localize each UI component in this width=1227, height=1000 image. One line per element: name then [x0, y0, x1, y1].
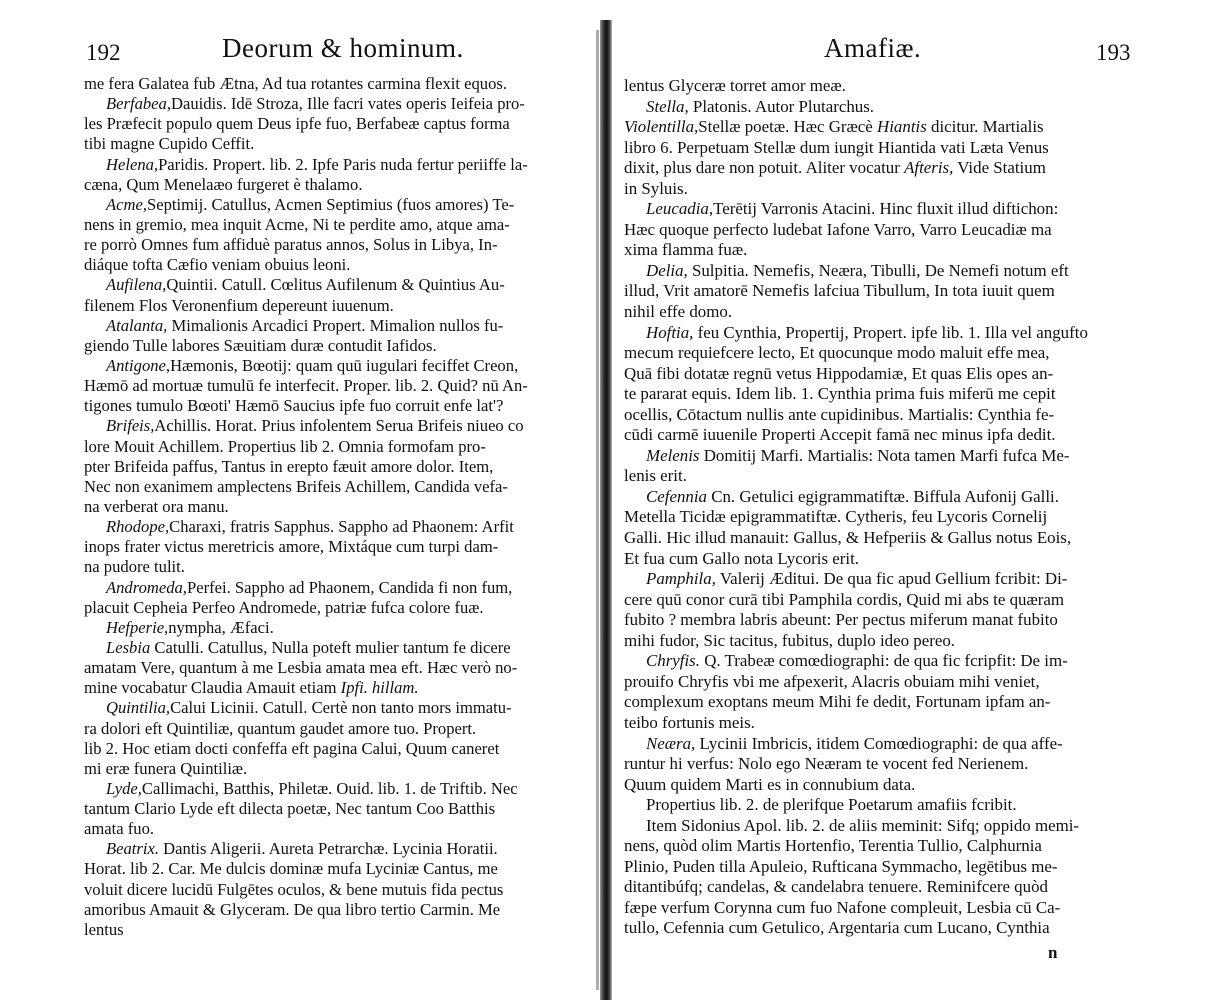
line-text: amata fuo.: [84, 819, 155, 839]
line-text: Catulli. Catullus, Nulla poteft mulier tantum fe dicere: [150, 637, 511, 657]
name-term: Hoftia,: [646, 322, 694, 342]
line-text: Lycinii Imbricis, itidem Comœdiographi: de qua affe-: [695, 733, 1063, 753]
text-line: [624, 816, 1164, 837]
text-line: [624, 754, 1164, 775]
text-line: [624, 199, 1164, 220]
text-line: [624, 734, 1164, 755]
line-text: Valerij Æditui. De qua fic apud Gellium fcribit: Di-: [715, 569, 1068, 589]
name-term: Pamphila,: [646, 569, 716, 589]
text-line: [84, 618, 596, 638]
text-line: [84, 739, 596, 759]
name-term: Rhodope,: [106, 517, 170, 537]
left-page: [0, 0, 602, 1000]
name-term: Chryfis.: [646, 651, 700, 671]
text-line: [84, 497, 596, 517]
text-line: [624, 261, 1164, 282]
line-text: Propertius lib. 2. de plerifque Poetarum amafiis fcribit.: [646, 795, 1017, 815]
line-text: tantum Clario Lyde eft dilecta poetæ, Nec tantum Coo Batthis: [84, 799, 496, 819]
signature-mark: n: [1048, 943, 1058, 962]
line-text: me fera Galatea fub Ætna, Ad tua rotantes carmina flexit equos.: [84, 74, 507, 93]
text-line: [624, 405, 1164, 426]
text-line: [84, 698, 596, 718]
line-text: Charaxi, fratris Sapphus. Sappho ad Phaonem: Arfit: [169, 517, 514, 537]
name-term: Delia,: [646, 260, 688, 280]
text-line: [624, 76, 1164, 97]
text-line: [624, 569, 1164, 590]
text-line: [624, 220, 1164, 241]
text-line: [624, 487, 1164, 508]
text-line: [84, 296, 596, 316]
name-term: Violentilla,: [624, 117, 699, 137]
line-text: ra dolori eft Quintiliæ, quantum gaudet amore tuo. Propert.: [84, 718, 477, 738]
running-head: Deorum & hominum.: [222, 33, 464, 63]
line-text: Item Sidonius Apol. lib. 2. de aliis meminit: Sifq; oppido memi-: [646, 815, 1080, 835]
line-text: lenis erit.: [624, 466, 687, 486]
name-term: Ipfi. hillam.: [340, 678, 419, 698]
line-text: Hæmonis, Bœotij: quam quū iugulari feciffet Creon,: [170, 355, 519, 375]
text-line: [624, 549, 1164, 570]
line-text: lore Mouit Achillem. Propertius lib 2. Omnia formofam pro-: [84, 436, 486, 456]
name-term: Hefperie,: [106, 617, 169, 637]
text-line: [84, 155, 596, 175]
running-head: Amafiæ.: [824, 33, 922, 63]
line-text: cere quū conor curā tibi Pamphila cordis, Quid mi abs te quæram: [624, 589, 1064, 609]
text-line: [84, 134, 596, 154]
line-text: lib 2. Hoc etiam docti confeffa eft pagina Calui, Quum caneret: [84, 738, 500, 758]
line-text: Vide Statium: [953, 158, 1046, 178]
line-text: Mimalionis Arcadici Propert. Mimalion nullos fu-: [167, 315, 504, 335]
name-term: Atalanta,: [106, 315, 168, 335]
line-text: cæna, Qum Menelaæo furgeret è thalamo.: [84, 174, 363, 194]
text-line: [84, 799, 596, 819]
line-text: te pararat equis. Idem lib. 1. Cynthia prima fuis miferū me cepit: [624, 384, 1056, 404]
name-term: Beatrix.: [106, 839, 159, 859]
line-text: Hæmō ad mortuæ tumulū fe interfecit. Proper. lib. 2. Quid? nū An-: [84, 376, 528, 396]
line-text: giendo Tulle labores Sæuitiam duræ contudit Iafidos.: [84, 335, 437, 355]
line-text: Hæc quoque perfecto ludebat Iafone Varro, Varro Leucadiæ ma: [624, 219, 1052, 239]
line-text: Quum quidem Marti es in connubium data.: [624, 774, 916, 794]
text-line: [624, 240, 1164, 261]
line-text: ocellis, Cōtactum nullis ante cupidinibus. Martialis: Cynthia fe-: [624, 404, 1055, 424]
text-line: [84, 275, 596, 295]
text-line: [624, 466, 1164, 487]
line-text: Galli. Hic illud manauit: Gallus, & Hefperiis & Gallus notus Eois,: [624, 528, 1072, 548]
line-text: Terētij Varronis Atacini. Hinc fluxit illud diftichon:: [713, 199, 1059, 219]
line-text: Quā fibi dotatæ regnū vetus Hippodamiæ, Et quas Elis opes an-: [624, 363, 1054, 383]
text-line: [84, 255, 596, 275]
text-line: [624, 692, 1164, 713]
line-text: Quintii. Catull. Cœlitus Aufilenum & Quintius Au-: [166, 275, 505, 295]
text-line: [84, 437, 596, 457]
page-number: 193: [1096, 40, 1131, 65]
line-text: nens in gremio, mea inquit Acme, Ni te perdite amo, atque ama-: [84, 214, 510, 234]
line-text: Calui Licinii. Catull. Certè non tanto mors immatu-: [170, 698, 512, 718]
line-text: amoribus Amauit & Glyceram. De qua libro tertio Carmin. Me: [84, 899, 501, 919]
line-text: nens, quòd olim Martis Hortenfio, Terentia Tullio, Calphurnia: [624, 836, 1042, 856]
line-text: Perfei. Sappho ad Phaonem, Candida fi non fum,: [186, 577, 513, 597]
text-line: [84, 74, 596, 94]
text-line: [84, 235, 596, 255]
text-line: [624, 713, 1164, 734]
text-line: [84, 94, 596, 114]
line-text: mihi fudor, Sic tacitus, fubitus, duplo ideo pereo.: [624, 630, 955, 650]
line-text: mine vocabatur Claudia Amauit etiam: [84, 678, 341, 698]
name-term: Helena,: [106, 154, 159, 174]
text-line: [84, 819, 596, 839]
text-line: [624, 384, 1164, 405]
line-text: Et fua cum Gallo nota Lycoris erit.: [624, 548, 859, 568]
text-line: [624, 857, 1164, 878]
name-term: Andromeda,: [106, 577, 187, 597]
text-line: [84, 920, 596, 940]
text-block: [84, 74, 596, 940]
line-text: cūdi carmē iuuenile Properti Accepit famā nec minus ipfa dedit.: [624, 425, 1056, 445]
text-line: [624, 528, 1164, 549]
name-term: Cefennia: [646, 486, 707, 506]
line-text: dixit, plus dare non potuit. Aliter vocatur: [624, 158, 905, 178]
gutter-shadow: [596, 30, 599, 990]
text-line: [84, 396, 596, 416]
text-line: [84, 880, 596, 900]
line-text: fæpe verfum Corynna cum fuo Nafone compleuit, Lesbia cū Ca-: [624, 897, 1061, 917]
text-line: [624, 651, 1164, 672]
line-text: nympha, Æfaci.: [168, 617, 274, 637]
line-text: mecum requiefcere lecto, Et quocunque modo maluit effe mea,: [624, 343, 1050, 363]
line-text: feu Cynthia, Propertij, Propert. ipfe lib. 1. Illa vel angufto: [693, 322, 1088, 342]
text-line: [84, 839, 596, 859]
line-text: Dauidis. Idē Stroza, Ille facri vates operis Ieifeia pro-: [170, 94, 525, 114]
name-term: Neæra,: [646, 733, 696, 753]
text-line: [84, 114, 596, 134]
line-text: tigones tumulo Bœoti' Hæmō Saucius ipfe fuo corruit enfe lat'?: [84, 396, 504, 416]
text-line: [624, 97, 1164, 118]
text-line: [84, 557, 596, 577]
text-line: [84, 356, 596, 376]
line-text: fubito ? membra labris abeunt: Per pectus miferum manat fubito: [624, 610, 1058, 630]
line-text: Septimij. Catullus, Acmen Septimius (fuos amores) Te-: [147, 194, 515, 214]
text-line: [84, 779, 596, 799]
line-text: prouifo Chryfis vbi me afpexerit, Alacris obuiam mihi veniet,: [624, 671, 1040, 691]
text-line: [624, 836, 1164, 857]
text-line: [624, 138, 1164, 159]
line-text: libro 6. Perpetuam Stellæ dum iungit Hiantida vati Læta Venus: [624, 137, 1049, 157]
line-text: Stellæ poetæ. Hæc Græcè: [698, 117, 878, 137]
line-text: na verberat ora manu.: [84, 496, 229, 516]
name-term: Lyde,: [106, 778, 142, 798]
line-text: lentus: [84, 919, 124, 939]
text-line: [84, 336, 596, 356]
line-text: re porrò Omnes fum affiduè paratus annos, Solus in Libya, In-: [84, 235, 498, 255]
text-line: [84, 900, 596, 920]
name-term: Brifeis,: [106, 416, 155, 436]
text-line: [624, 507, 1164, 528]
text-line: [624, 425, 1164, 446]
line-text: xima flamma fuæ.: [624, 240, 748, 260]
line-text: runtur hi verfus: Nolo ego Neæram te vocent fed Nerienem.: [624, 754, 1029, 774]
text-line: [624, 631, 1164, 652]
text-block: [624, 76, 1164, 939]
text-line: [624, 179, 1164, 200]
page-number: 192: [86, 40, 121, 65]
text-line: [624, 323, 1164, 344]
line-text: filenem Flos Veronenfium depereunt iuuenum.: [84, 295, 394, 315]
text-line: [84, 477, 596, 497]
line-text: Metella Ticidæ epigrammatiftæ. Cytheris, feu Lycoris Cornelij: [624, 507, 1048, 527]
text-line: [84, 416, 596, 436]
text-line: [624, 775, 1164, 796]
text-line: [84, 215, 596, 235]
name-term: Leucadia,: [646, 199, 714, 219]
line-text: Dantis Aligerii. Aureta Petrarchæ. Lycinia Horatii.: [159, 839, 498, 859]
line-text: voluit dicere lucidū Fulgētes oculos, & bene mutuis fida pectus: [84, 879, 504, 899]
name-term: Aufilena,: [106, 275, 167, 295]
name-term: Lesbia: [106, 637, 151, 657]
text-line: [84, 376, 596, 396]
text-line: [84, 175, 596, 195]
text-line: [624, 898, 1164, 919]
line-text: teibo fortunis meis.: [624, 712, 755, 732]
text-line: [84, 517, 596, 537]
name-term: Hiantis: [877, 117, 927, 137]
line-text: Domitij Marfi. Martialis: Nota tamen Marfi fufca Me-: [699, 445, 1070, 465]
name-term: Berfabea,: [106, 94, 171, 114]
text-line: [84, 678, 596, 698]
line-text: nihil effe domo.: [624, 302, 733, 322]
text-line: [84, 578, 596, 598]
line-text: placuit Cepheia Perfeo Andromede, patriæ fufca colore fuæ.: [84, 597, 484, 617]
line-text: tullo, Cefennia cum Getulico, Argentaria cum Lucano, Cynthia: [624, 918, 1050, 938]
line-text: Callimachi, Batthis, Philetæ. Ouid. lib. 1. de Triftib. Nec: [141, 778, 518, 798]
line-text: complexum exoptans meum Mihi fe dedit, Fortunam ipfam an-: [624, 692, 1051, 712]
line-text: Q. Trabeæ comœdiographi: de qua fic fcripfit: De im-: [699, 651, 1068, 671]
text-line: [624, 446, 1164, 467]
text-line: [624, 795, 1164, 816]
text-line: [84, 638, 596, 658]
text-line: [84, 598, 596, 618]
line-text: Achillis. Horat. Prius infolentem Serua Brifeis niueo co: [154, 416, 524, 436]
line-text: lentus Glyceræ torret amor meæ.: [624, 76, 846, 95]
text-line: [624, 590, 1164, 611]
name-term: Afteris,: [904, 158, 954, 178]
text-line: [84, 658, 596, 678]
text-line: [84, 759, 596, 779]
text-line: [624, 918, 1164, 939]
line-text: Platonis. Autor Plutarchus.: [688, 96, 875, 116]
text-line: [84, 537, 596, 557]
right-page: [614, 0, 1227, 1000]
text-line: [624, 672, 1164, 693]
name-term: Antigone,: [106, 355, 171, 375]
line-text: les Præfecit populo quem Deus ipfe fuo, Berfabeæ captus forma: [84, 114, 510, 134]
line-text: mi eræ funera Quintiliæ.: [84, 758, 248, 778]
line-text: illud, Vrit amatorē Nemefis lafciua Tibullum, In tota iuuit quem: [624, 281, 1055, 301]
line-text: Cn. Getulici egigrammatiftæ. Biffula Aufonij Galli.: [706, 486, 1059, 506]
line-text: Nec non exanimem amplectens Brifeis Achillem, Candida vefa-: [84, 476, 508, 496]
name-term: Acme,: [106, 194, 147, 214]
name-term: Quintilia,: [106, 698, 171, 718]
text-line: [84, 719, 596, 739]
text-line: [84, 457, 596, 477]
line-text: diáque tofta Cæfio veniam obuius leoni.: [84, 255, 351, 275]
line-text: pter Brifeida paffus, Tantus in erepto fæuit amore dolor. Item,: [84, 456, 494, 476]
text-line: [624, 877, 1164, 898]
name-term: Melenis: [646, 445, 700, 465]
text-line: [84, 316, 596, 336]
text-line: [624, 364, 1164, 385]
line-text: amatam Vere, quantum à me Lesbia amata mea eft. Hæc verò no-: [84, 658, 518, 678]
line-text: inops frater victus meretricis amore, Mixtáque cum turpi dam-: [84, 537, 499, 557]
book-gutter: [600, 20, 612, 1000]
line-text: Sulpitia. Nemefis, Neæra, Tibulli, De Nemefi notum eft: [687, 260, 1069, 280]
line-text: Horat. lib 2. Car. Me dulcis dominæ mufa Lyciniæ Cantus, me: [84, 859, 498, 879]
line-text: na pudore tulit.: [84, 557, 185, 577]
text-line: [624, 158, 1164, 179]
line-text: Plinio, Puden tilla Apuleio, Rufticana Symmacho, legētibus me-: [624, 856, 1058, 876]
text-line: [84, 195, 596, 215]
name-term: Stella,: [646, 96, 689, 116]
text-line: [624, 117, 1164, 138]
line-text: ditantibúfq; candelas, & candelabra tenuere. Reminifcere quòd: [624, 877, 1048, 897]
text-line: [624, 302, 1164, 323]
line-text: dicitur. Martialis: [926, 117, 1044, 137]
line-text: tibi magne Cupido Ceffit.: [84, 134, 255, 154]
line-text: in Syluis.: [624, 178, 688, 198]
text-line: [84, 859, 596, 879]
line-text: Paridis. Propert. lib. 2. Ipfe Paris nuda fertur periiffe la-: [158, 154, 528, 174]
text-line: [624, 281, 1164, 302]
text-line: [624, 610, 1164, 631]
text-line: [624, 343, 1164, 364]
